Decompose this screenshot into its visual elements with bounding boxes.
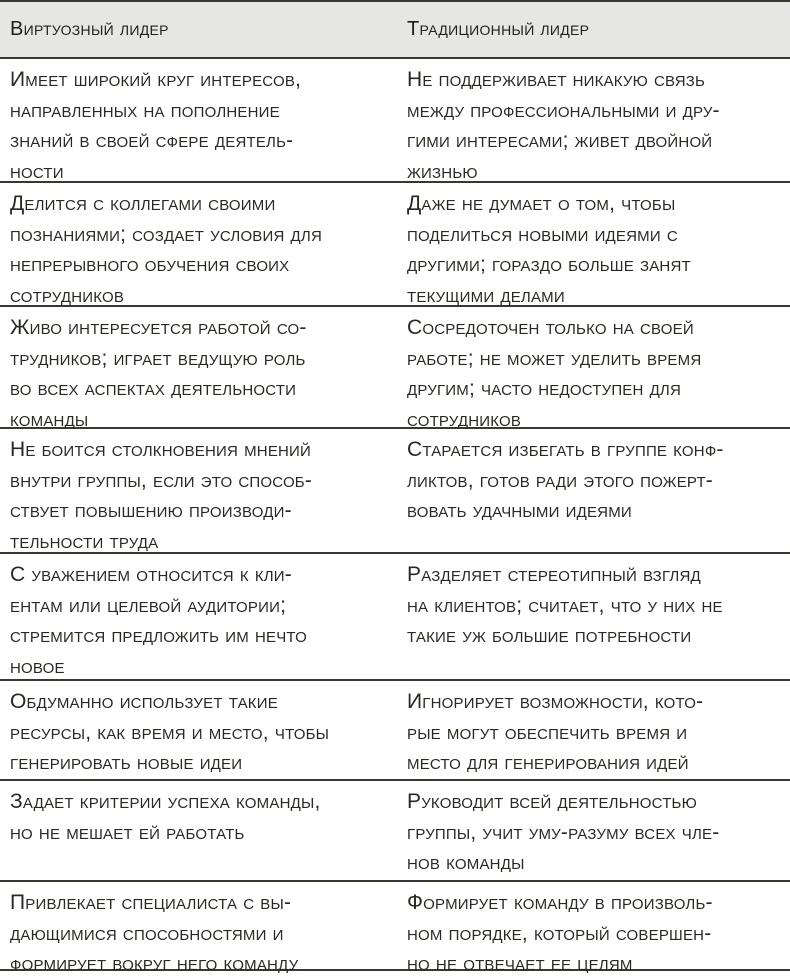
- cell-virtuoso: [0, 183, 397, 305]
- table-row: [0, 681, 790, 781]
- cell-line: поделиться новыми идеями с: [407, 222, 678, 246]
- table-row: [0, 882, 790, 975]
- table-row: [0, 554, 790, 681]
- cell-line: Даже не думает о том, чтобы: [407, 192, 676, 215]
- table-row: [0, 307, 790, 429]
- cell-line: Сосредоточен только на своей: [407, 316, 694, 339]
- cell-virtuoso: [0, 882, 397, 975]
- cell-line: ствует повышению производи-: [10, 499, 292, 522]
- cell-line: ентам или целевой аудитории;: [10, 593, 287, 617]
- cell-line: познаниями; создает условия для: [10, 222, 322, 246]
- cell-traditional: [397, 681, 790, 779]
- cell-traditional: [397, 307, 790, 431]
- cell-line: между профессиональными и дру-: [407, 98, 720, 122]
- cell-line: работе; не может уделить время: [407, 346, 702, 370]
- cell-line: жизнью: [407, 159, 478, 183]
- cell-line: Формирует команду в произволь-: [407, 891, 713, 914]
- cell-line: сотрудников: [10, 283, 125, 307]
- cell-virtuoso: [0, 307, 397, 431]
- table-body: [0, 59, 790, 975]
- cell-traditional: [397, 429, 790, 552]
- cell-line: группы, учит уму-разуму всех чле-: [407, 820, 720, 844]
- cell-virtuoso: [0, 429, 397, 552]
- cell-line: внутри группы, если это способ-: [10, 468, 313, 492]
- cell-traditional: [397, 554, 790, 679]
- cell-line: другими; гораздо больше занят: [407, 253, 691, 276]
- cell-line: но не отвечает ее целям: [407, 952, 633, 975]
- cell-line: Имеет широкий круг интересов,: [10, 68, 302, 91]
- cell-line: трудников; играет ведущую роль: [10, 346, 306, 370]
- cell-traditional: [397, 882, 790, 975]
- cell-virtuoso: [0, 781, 397, 880]
- cell-line: непрерывного обучения своих: [10, 253, 290, 276]
- cell-line: Не поддерживает никакую связь: [407, 68, 706, 91]
- cell-virtuoso: [0, 554, 397, 679]
- cell-line: генерировать новые идеи: [10, 751, 243, 774]
- cell-line: дающимися способностями и: [10, 921, 284, 945]
- cell-line: знаний в своей сфере деятель-: [10, 129, 294, 152]
- cell-line: Обдуманно использует такие: [10, 690, 278, 713]
- cell-line: Живо интересуется работой со-: [10, 316, 307, 339]
- cell-line: такие уж большие потребности: [407, 624, 692, 647]
- cell-line: формирует вокруг него команду: [10, 952, 299, 975]
- cell-line: нов команды: [407, 851, 525, 874]
- cell-line: другим; часто недоступен для: [407, 377, 682, 400]
- cell-line: сотрудников: [407, 407, 522, 431]
- cell-traditional: [397, 183, 790, 305]
- cell-line: Разделяет стереотипный взгляд: [407, 563, 701, 586]
- table-row: [0, 429, 790, 554]
- cell-line: во всех аспектах деятельности: [10, 377, 297, 400]
- cell-line: ресурсы, как время и место, чтобы: [10, 720, 330, 744]
- cell-line: Привлекает специалиста с вы-: [10, 891, 292, 914]
- table-row: [0, 183, 790, 307]
- cell-traditional: [397, 59, 790, 181]
- cell-line: Делится с коллегами своими: [10, 192, 276, 215]
- cell-line: Руководит всей деятельностью: [407, 790, 697, 813]
- cell-line: Игнорирует возможности, кото-: [407, 690, 704, 713]
- cell-virtuoso: [0, 59, 397, 181]
- cell-line: вовать удачными идеями: [407, 499, 632, 522]
- cell-line: тельности труда: [10, 529, 159, 553]
- cell-line: но не мешает ей работать: [10, 820, 245, 844]
- cell-line: направленных на пополнение: [10, 98, 280, 122]
- cell-line: С уважением относится к кли-: [10, 563, 292, 586]
- cell-line: Задает критерии успеха команды,: [10, 790, 321, 813]
- cell-line: стремится предложить им нечто: [10, 624, 307, 647]
- cell-line: на клиентов; считает, что у них не: [407, 593, 723, 617]
- cell-line: ном порядке, который совершен-: [407, 921, 712, 945]
- header-traditional-leader: Традиционный лидер: [407, 18, 590, 40]
- table-row: [0, 59, 790, 183]
- cell-line: команды: [10, 407, 89, 431]
- cell-traditional: [397, 781, 790, 880]
- table-row: [0, 781, 790, 882]
- cell-line: Не боится столкновения мнений: [10, 438, 312, 461]
- header-virtuoso-leader: Виртуозный лидер: [10, 18, 169, 40]
- cell-line: новое: [10, 654, 65, 678]
- cell-virtuoso: [0, 681, 397, 779]
- table-header: [0, 2, 790, 59]
- cell-line: текущими делами: [407, 283, 565, 307]
- cell-line: ликтов, готов ради этого пожерт-: [407, 468, 713, 492]
- cell-line: гими интересами; живет двойной: [407, 129, 713, 152]
- cell-line: Старается избегать в группе конф-: [407, 438, 724, 461]
- cell-line: рые могут обеспечить время и: [407, 720, 688, 744]
- cell-line: ности: [10, 159, 64, 183]
- cell-line: место для генерирования идей: [407, 751, 689, 774]
